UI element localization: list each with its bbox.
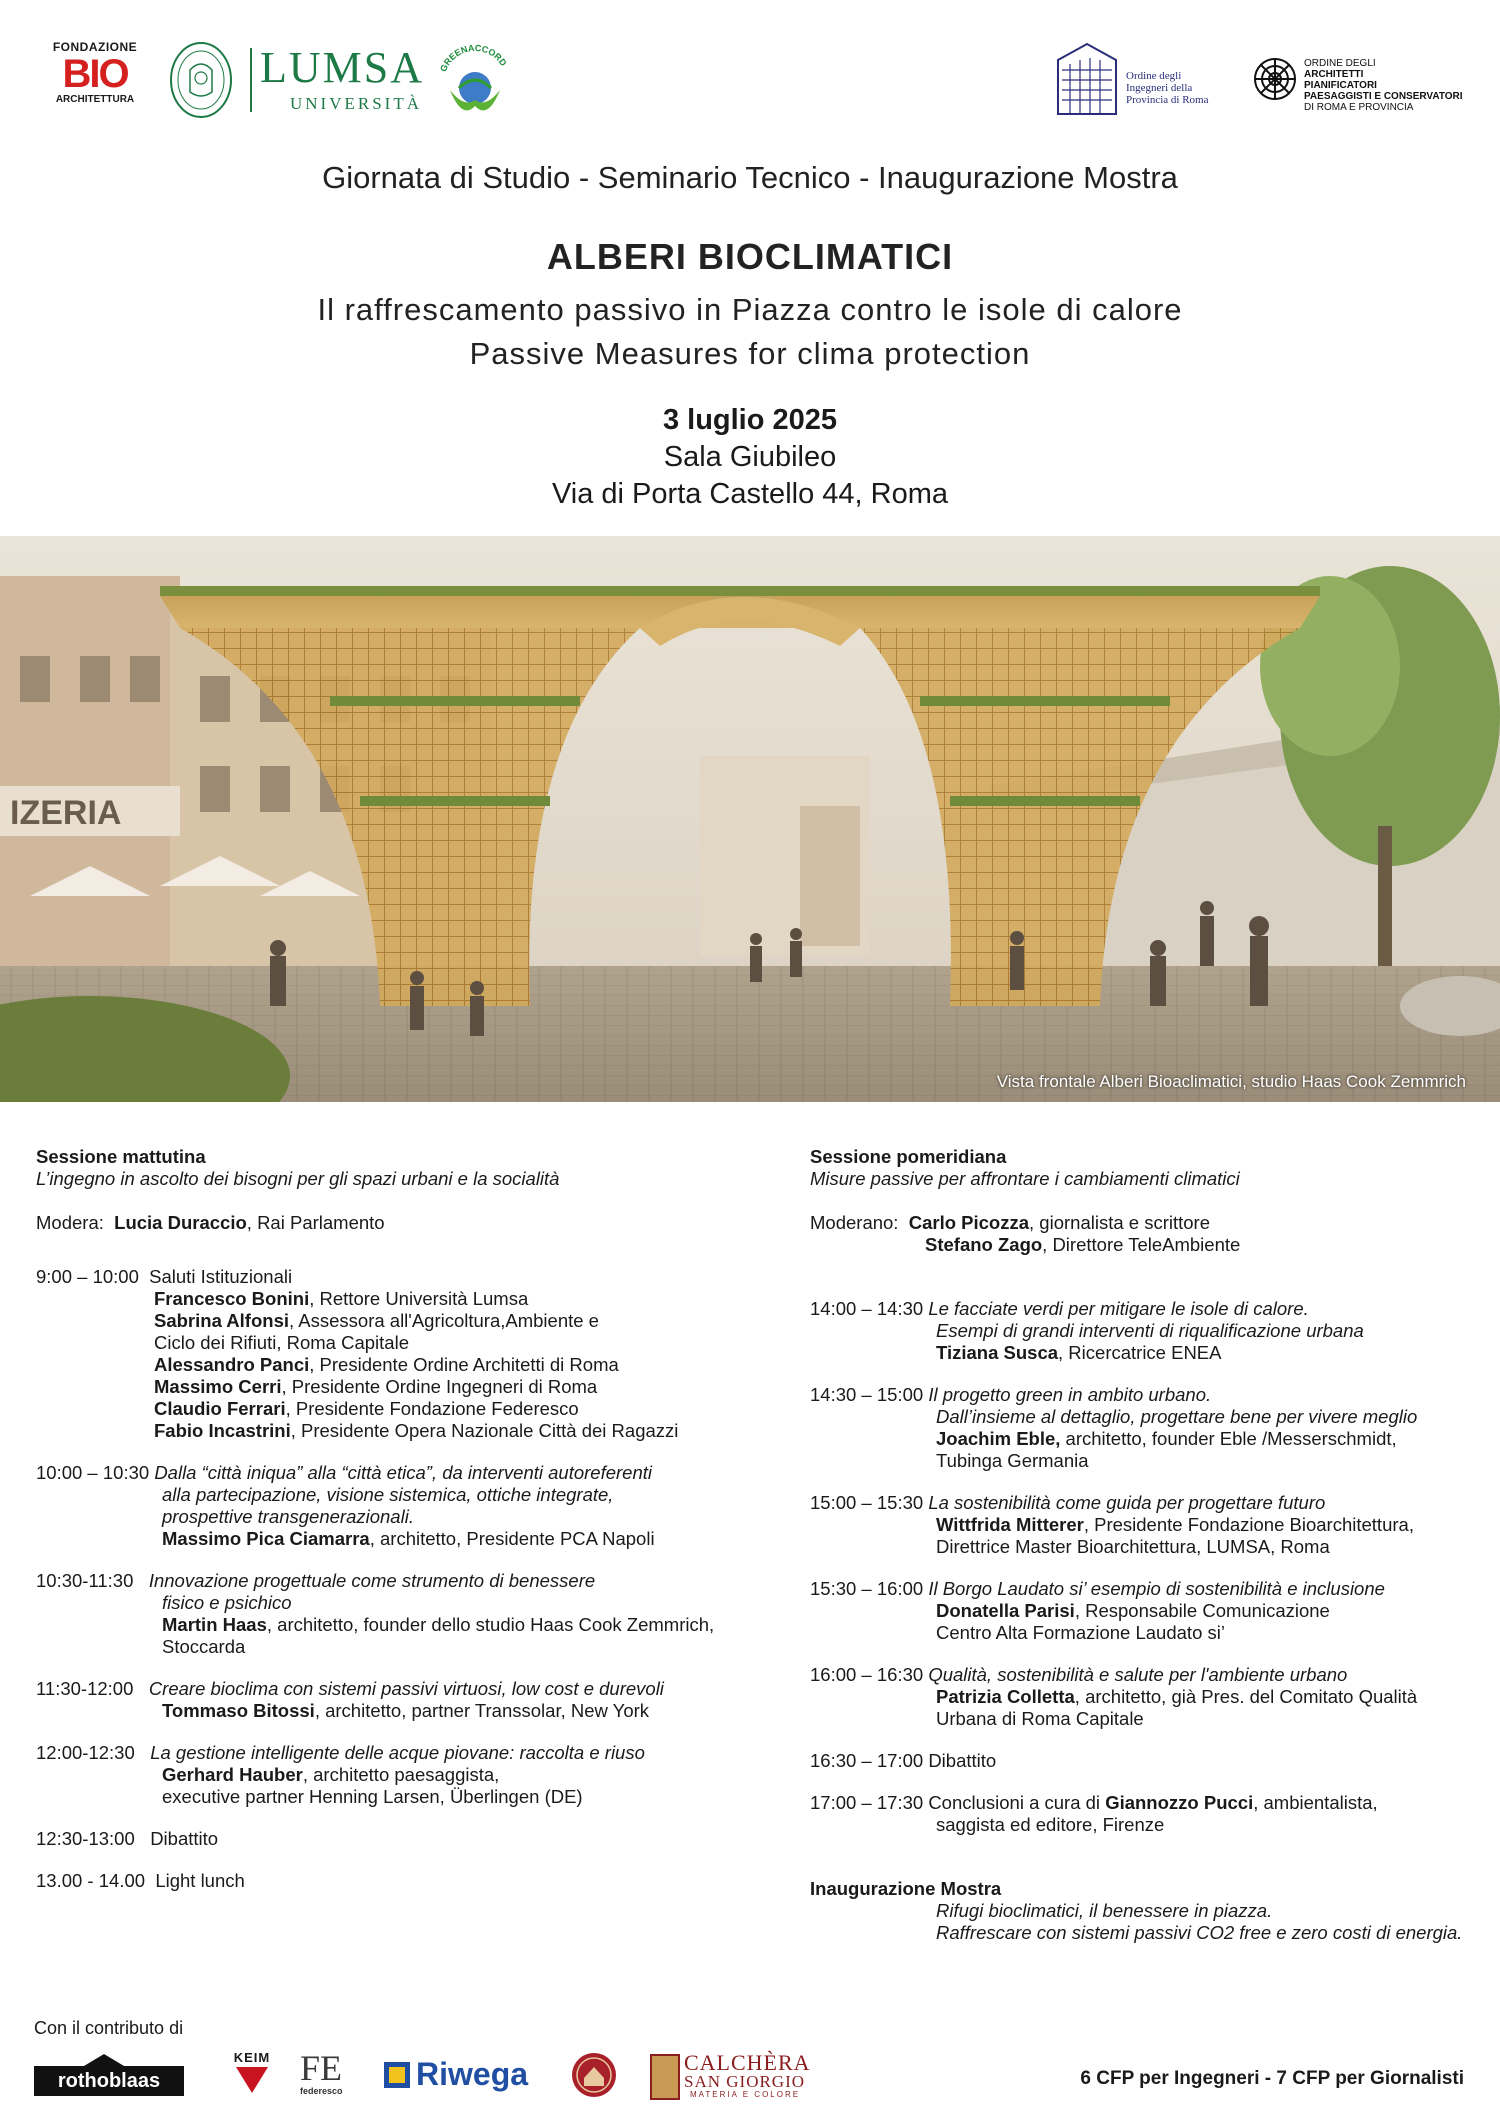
subtitle-italian: Il raffrescamento passivo in Piazza contro le isole di calore — [317, 292, 1183, 327]
agenda-item: 13.00 - 14.00 Light lunch — [36, 1870, 245, 1891]
calchera-san-giorgio-logo: CALCHÈRA SAN GIORGIO MATERIA E COLORE — [650, 2050, 820, 2100]
afternoon-session — [810, 1146, 1490, 1944]
event-type: Giornata di Studio - Seminario Tecnico - Inaugurazione Mostra — [322, 160, 1178, 195]
contributors-label: Con il contributo di — [34, 2018, 184, 2038]
image-caption: Vista frontale Alberi Bioaclimatici, studio Haas Cook Zemmrich — [996, 1072, 1466, 1091]
building-icon — [1054, 40, 1120, 116]
logo-text: UNIVERSITÀ — [290, 94, 422, 113]
logo-text: Ordine degli Ingegneri della Provincia di Roma — [1126, 70, 1209, 106]
shop-sign: IZERIA — [10, 794, 122, 832]
event-date: 3 luglio 2025 — [662, 404, 838, 436]
agenda-item: 16:30 – 17:00 Dibattito — [810, 1750, 997, 1771]
ordine-ingegneri-logo — [1054, 40, 1224, 116]
rothoblaas-logo: rothoblaas — [34, 2050, 184, 2100]
fondazione-bioarchitettura-logo — [52, 40, 138, 122]
agenda-item: 9:00 – 10:00 Saluti Istituzionali Francesco Bonini, Rettore Università Lumsa Sabrina Alfonsi, Assessora all'Agricoltura,Ambiente e Ciclo dei Rifiuti, Roma Capitale Alessandro Panci, Presidente Ordine Architetti di Roma Massimo Cerri, Presidente Ordine Ingegneri di Roma Claudio Ferrari, Presidente Fondazione Federesco Fabio Incastrini, Presidente Opera Nazionale Città dei Ragazzi — [36, 1266, 679, 1441]
lumsa-seal-icon — [168, 40, 234, 120]
agenda-item: 12:30-13:00 Dibattito — [36, 1828, 219, 1849]
greenaccord-logo — [434, 42, 516, 124]
session-subtitle: L’ingegno in ascolto dei bisogni per gli spazi urbani e la socialità — [36, 1168, 560, 1189]
logo-text: ORDINE DEGLI ARCHITETTI PIANIFICATORI PAESAGGISTI E CONSERVATORI DI ROMA E PROVINCIA — [1304, 58, 1463, 113]
cfp-credits: 6 CFP per Ingegneri - 7 CFP per Giornalisti — [1080, 2068, 1464, 2089]
hero-image — [0, 536, 1500, 1102]
session-subtitle: Misure passive per affrontare i cambiamenti climatici — [810, 1168, 1240, 1189]
session-title: Sessione pomeridiana — [810, 1146, 1007, 1167]
logo-text: ARCHITETTURA — [55, 94, 135, 105]
sponsor-seal-logo — [570, 2050, 618, 2100]
svg-text:GREENACCORD: GREENACCORD — [438, 42, 509, 74]
subtitle-english: Passive Measures for clima protection — [469, 336, 1031, 371]
agenda-item: 17:00 – 17:30 Conclusioni a cura di Giannozzo Pucci, ambientalista, saggista ed editore, Firenze — [810, 1792, 1378, 1835]
divider — [250, 48, 252, 112]
moderator: Stefano Zago, Direttore TeleAmbiente — [925, 1234, 1241, 1255]
bioclimatic-trees-illustration — [0, 536, 1500, 1102]
agenda-item: 16:00 – 16:30 Qualità, sostenibilità e salute per l'ambiente urbano Patrizia Colletta, architetto, già Pres. del Comitato Qualità Urbana di Roma Capitale — [810, 1664, 1418, 1729]
ordine-architetti-logo — [1252, 54, 1472, 118]
event-address: Via di Porta Castello 44, Roma — [551, 478, 948, 510]
keim-logo: KEIM — [228, 2050, 276, 2100]
federesco-logo: FE federesco — [300, 2048, 343, 2096]
moderator: Moderano: Carlo Picozza, giornalista e scrittore — [810, 1212, 1210, 1233]
logo-text: LUMSA — [260, 43, 425, 92]
agenda-item: 14:30 – 15:00 Il progetto green in ambito urbano. Dall’insieme al dettaglio, progettare bene per vivere meglio Joachim Eble, architetto, founder Eble /Messerschmidt, Tubinga Germania — [810, 1384, 1418, 1471]
rosette-icon — [1252, 54, 1298, 104]
logo-text: FONDAZIONE — [52, 40, 138, 54]
morning-session — [36, 1146, 756, 1892]
greenaccord-globe-icon — [434, 42, 516, 124]
logo-text: BIO — [62, 52, 128, 96]
agenda-item: 15:30 – 16:00 Il Borgo Laudato si’ esempio di sostenibilità e inclusione Donatella Parisi, Responsabile Comunicazione Centro Alta Formazione Laudato si’ — [810, 1578, 1385, 1643]
riwega-logo: Riwega — [384, 2050, 544, 2100]
agenda-item: 12:00-12:30 La gestione intelligente delle acque piovane: raccolta e riuso Gerhard Hauber, architetto paesaggista, executive partner Henning Larsen, Überlingen (DE) — [36, 1742, 645, 1807]
agenda-item: 10:00 – 10:30 Dalla “città iniqua” alla “città etica”, da interventi autoreferenti alla partecipazione, visione sistemica, ottiche integrate, prospettive transgenerazionali. Massimo Pica Ciamarra, architetto, Presidente PCA Napoli — [36, 1462, 655, 1549]
agenda-item: 14:00 – 14:30 Le facciate verdi per mitigare le isole di calore. Esempi di grandi interventi di riqualificazione urbana Tiziana Susca, Ricercatrice ENEA — [810, 1298, 1364, 1363]
page-title: ALBERI BIOCLIMATICI — [546, 236, 954, 277]
agenda-item: 15:00 – 15:30 La sostenibilità come guida per progettare futuro Wittfrida Mitterer, Presidente Fondazione Bioarchitettura, Direttrice Master Bioarchitettura, LUMSA, Roma — [810, 1492, 1414, 1557]
agenda-item: 10:30-11:30 Innovazione progettuale come strumento di benessere fisico e psichico Martin Haas, architetto, founder dello studio Haas Cook Zemmrich, Stoccarda — [36, 1570, 715, 1657]
lumsa-logo — [168, 40, 425, 120]
session-title: Sessione mattutina — [36, 1146, 206, 1167]
moderator: Modera: Lucia Duraccio, Rai Parlamento — [36, 1212, 385, 1233]
exhibition: Inaugurazione Mostra Rifugi bioclimatici, il benessere in piazza. Raffrescare con sistemi passivi CO2 free e zero costi di energia. — [810, 1878, 1463, 1943]
event-venue: Sala Giubileo — [663, 441, 837, 473]
house-seal-icon — [570, 2050, 618, 2100]
agenda-item: 11:30-12:00 Creare bioclima con sistemi passivi virtuosi, low cost e durevoli Tommaso Bitossi, architetto, partner Transsolar, New York — [36, 1678, 664, 1721]
